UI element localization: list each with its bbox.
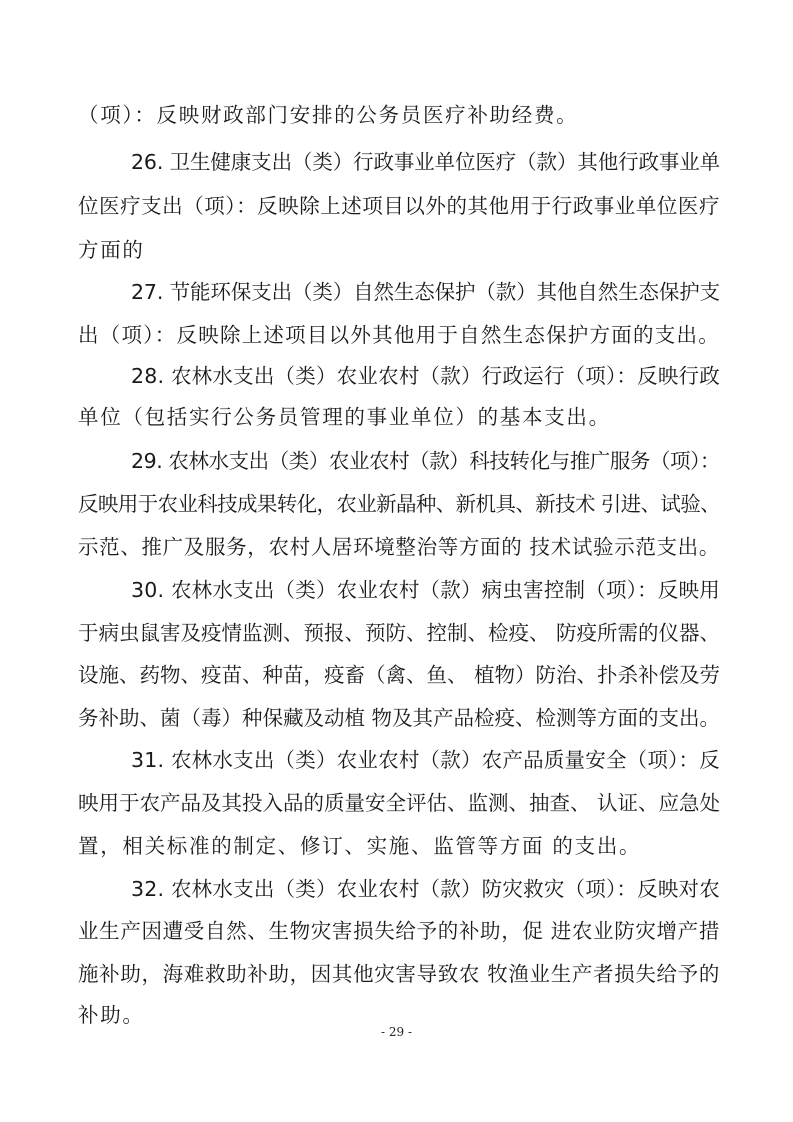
text-line: 设施、药物、疫苗、种苗，疫畜（禽、鱼、 植物）防治、扑杀补偿及劳 bbox=[78, 663, 720, 687]
text-line: 置，相关标准的制定、修订、实施、监管等方面 的支出。 bbox=[78, 834, 642, 858]
text-line: 反映用于农业科技成果转化，农业新晶种、新机具、新技术 引进、试验、 bbox=[78, 492, 720, 516]
text-line: 32. 农林水支出（类）农业农村（款）防灾救灾（项）：反映对农 bbox=[131, 877, 720, 901]
text-line: 方面的 bbox=[78, 238, 145, 262]
text-line: 示范、推广及服务，农村人居环境整治等方面的 技术试验示范支出。 bbox=[78, 535, 720, 559]
text-line: 位医疗支出（项）：反映除上述项目以外的其他用于行政事业单位医疗 bbox=[78, 194, 720, 218]
text-line: 28. 农林水支出（类）农业农村（款）行政运行（项）：反映行政 bbox=[131, 364, 720, 388]
text-line: 补助。 bbox=[78, 1003, 145, 1027]
text-line: 26. 卫生健康支出（类）行政事业单位医疗（款）其他行政事业单 bbox=[131, 150, 720, 174]
text-line: （项）：反映财政部门安排的公务员医疗补助经费。 bbox=[78, 103, 579, 127]
text-line: 27. 节能环保支出（类）自然生态保护（款）其他自然生态保护支 bbox=[131, 280, 720, 304]
text-line: 于病虫鼠害及疫情监测、预报、预防、控制、检疫、 防疫所需的仪器、 bbox=[78, 621, 720, 645]
text-line: 映用于农产品及其投入品的质量安全评估、监测、抽查、 认证、应急处 bbox=[78, 791, 720, 815]
text-line: 29. 农林水支出（类）农业农村（款）科技转化与推广服务（项）： bbox=[131, 449, 720, 473]
text-line: 施补助，海难救助补助，因其他灾害导致农 牧渔业生产者损失给予的 bbox=[78, 962, 720, 986]
text-line: 30. 农林水支出（类）农业农村（款）病虫害控制（项）：反映用 bbox=[131, 578, 720, 602]
text-line: 出（项）：反映除上述项目以外其他用于自然生态保护方面的支出。 bbox=[78, 323, 720, 347]
text-line: 单位（包括实行公务员管理的事业单位）的基本支出。 bbox=[78, 405, 611, 429]
text-line: 务补助、菌（毒）种保藏及动植 物及其产品检疫、检测等方面的支出。 bbox=[78, 706, 720, 730]
text-line: 业生产因遭受自然、生物灾害损失给予的补助，促 进农业防灾增产措 bbox=[78, 919, 720, 943]
page-number: - 29 - bbox=[380, 1025, 412, 1039]
text-line: 31. 农林水支出（类）农业农村（款）农产品质量安全（项）：反 bbox=[131, 748, 720, 772]
